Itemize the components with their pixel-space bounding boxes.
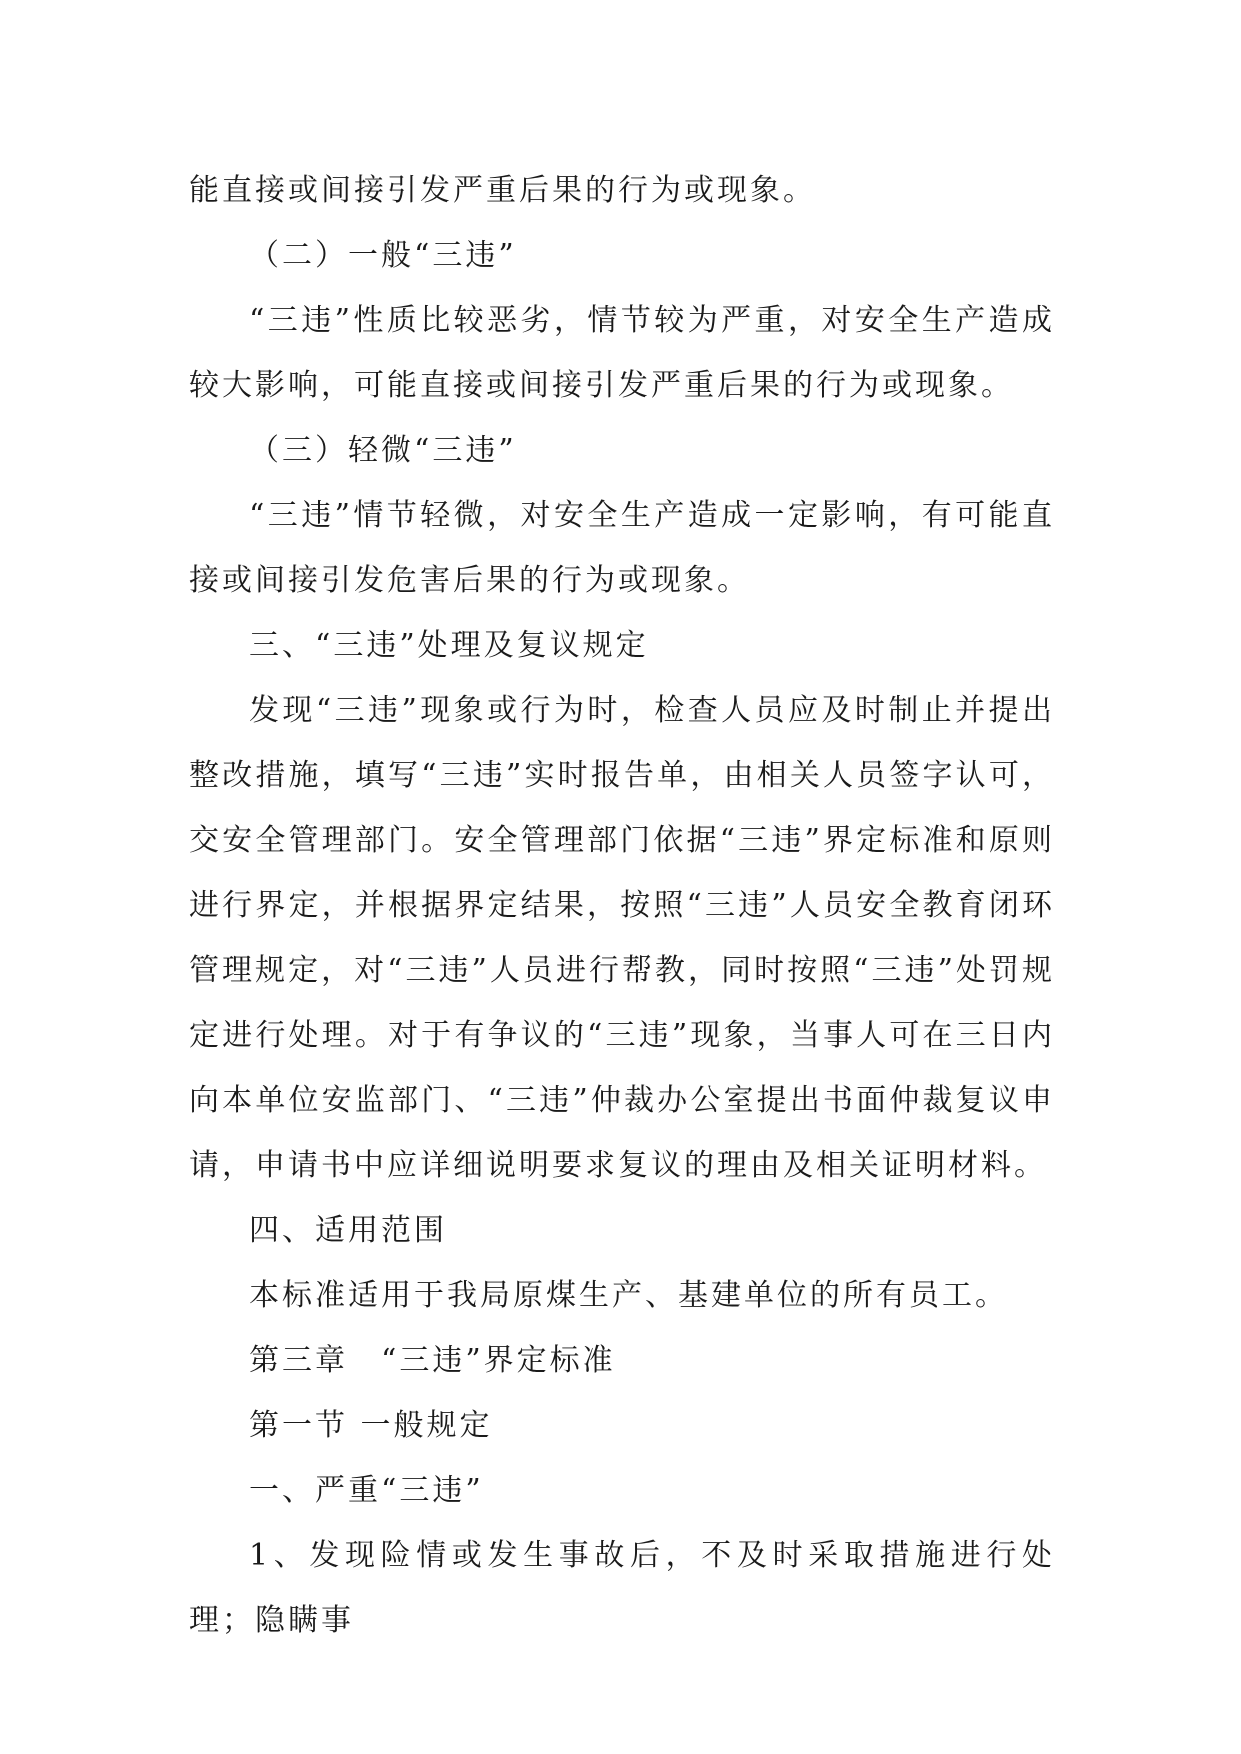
- heading-section-one: 第一节 一般规定: [249, 1408, 493, 1443]
- paragraph-continuation: 能直接或间接引发严重后果的行为或现象。: [189, 173, 816, 208]
- heading-chapter-three: 第三章 “三违”界定标准: [249, 1343, 616, 1378]
- heading-scope: 四、适用范围: [249, 1213, 447, 1248]
- heading-serious-violations: 一、严重“三违”: [249, 1473, 484, 1508]
- heading-handling-review: 三、“三违”处理及复议规定: [249, 628, 649, 663]
- list-item-1: 1、发现险情或发生事故后，不及时采取措施进行处理；隐瞒事: [189, 1538, 1055, 1638]
- paragraph-minor-definition: “三违”情节轻微，对安全生产造成一定影响，有可能直接或间接引发危害后果的行为或现象。: [189, 498, 1055, 598]
- document-body: [189, 158, 1055, 1653]
- paragraph-handling-procedure: 发现“三违”现象或行为时，检查人员应及时制止并提出整改措施，填写“三违”实时报告单，由相关人员签字认可，交安全管理部门。安全管理部门依据“三违”界定标准和原则进行界定，并根据界定结果，按照“三违”人员安全教育闭环管理规定，对“三违”人员进行帮教，同时按照“三违”处罚规定进行处理。对于有争议的“三违”现象，当事人可在三日内向本单位安监部门、“三违”仲裁办公室提出书面仲裁复议申请，申请书中应详细说明要求复议的理由及相关证明材料。: [189, 693, 1055, 1183]
- paragraph-general-definition: “三违”性质比较恶劣，情节较为严重，对安全生产造成较大影响，可能直接或间接引发严重后果的行为或现象。: [189, 303, 1055, 403]
- heading-general-violations: （二）一般“三违”: [249, 238, 517, 273]
- heading-minor-violations: （三）轻微“三违”: [249, 433, 517, 468]
- paragraph-scope: 本标准适用于我局原煤生产、基建单位的所有员工。: [249, 1278, 1008, 1313]
